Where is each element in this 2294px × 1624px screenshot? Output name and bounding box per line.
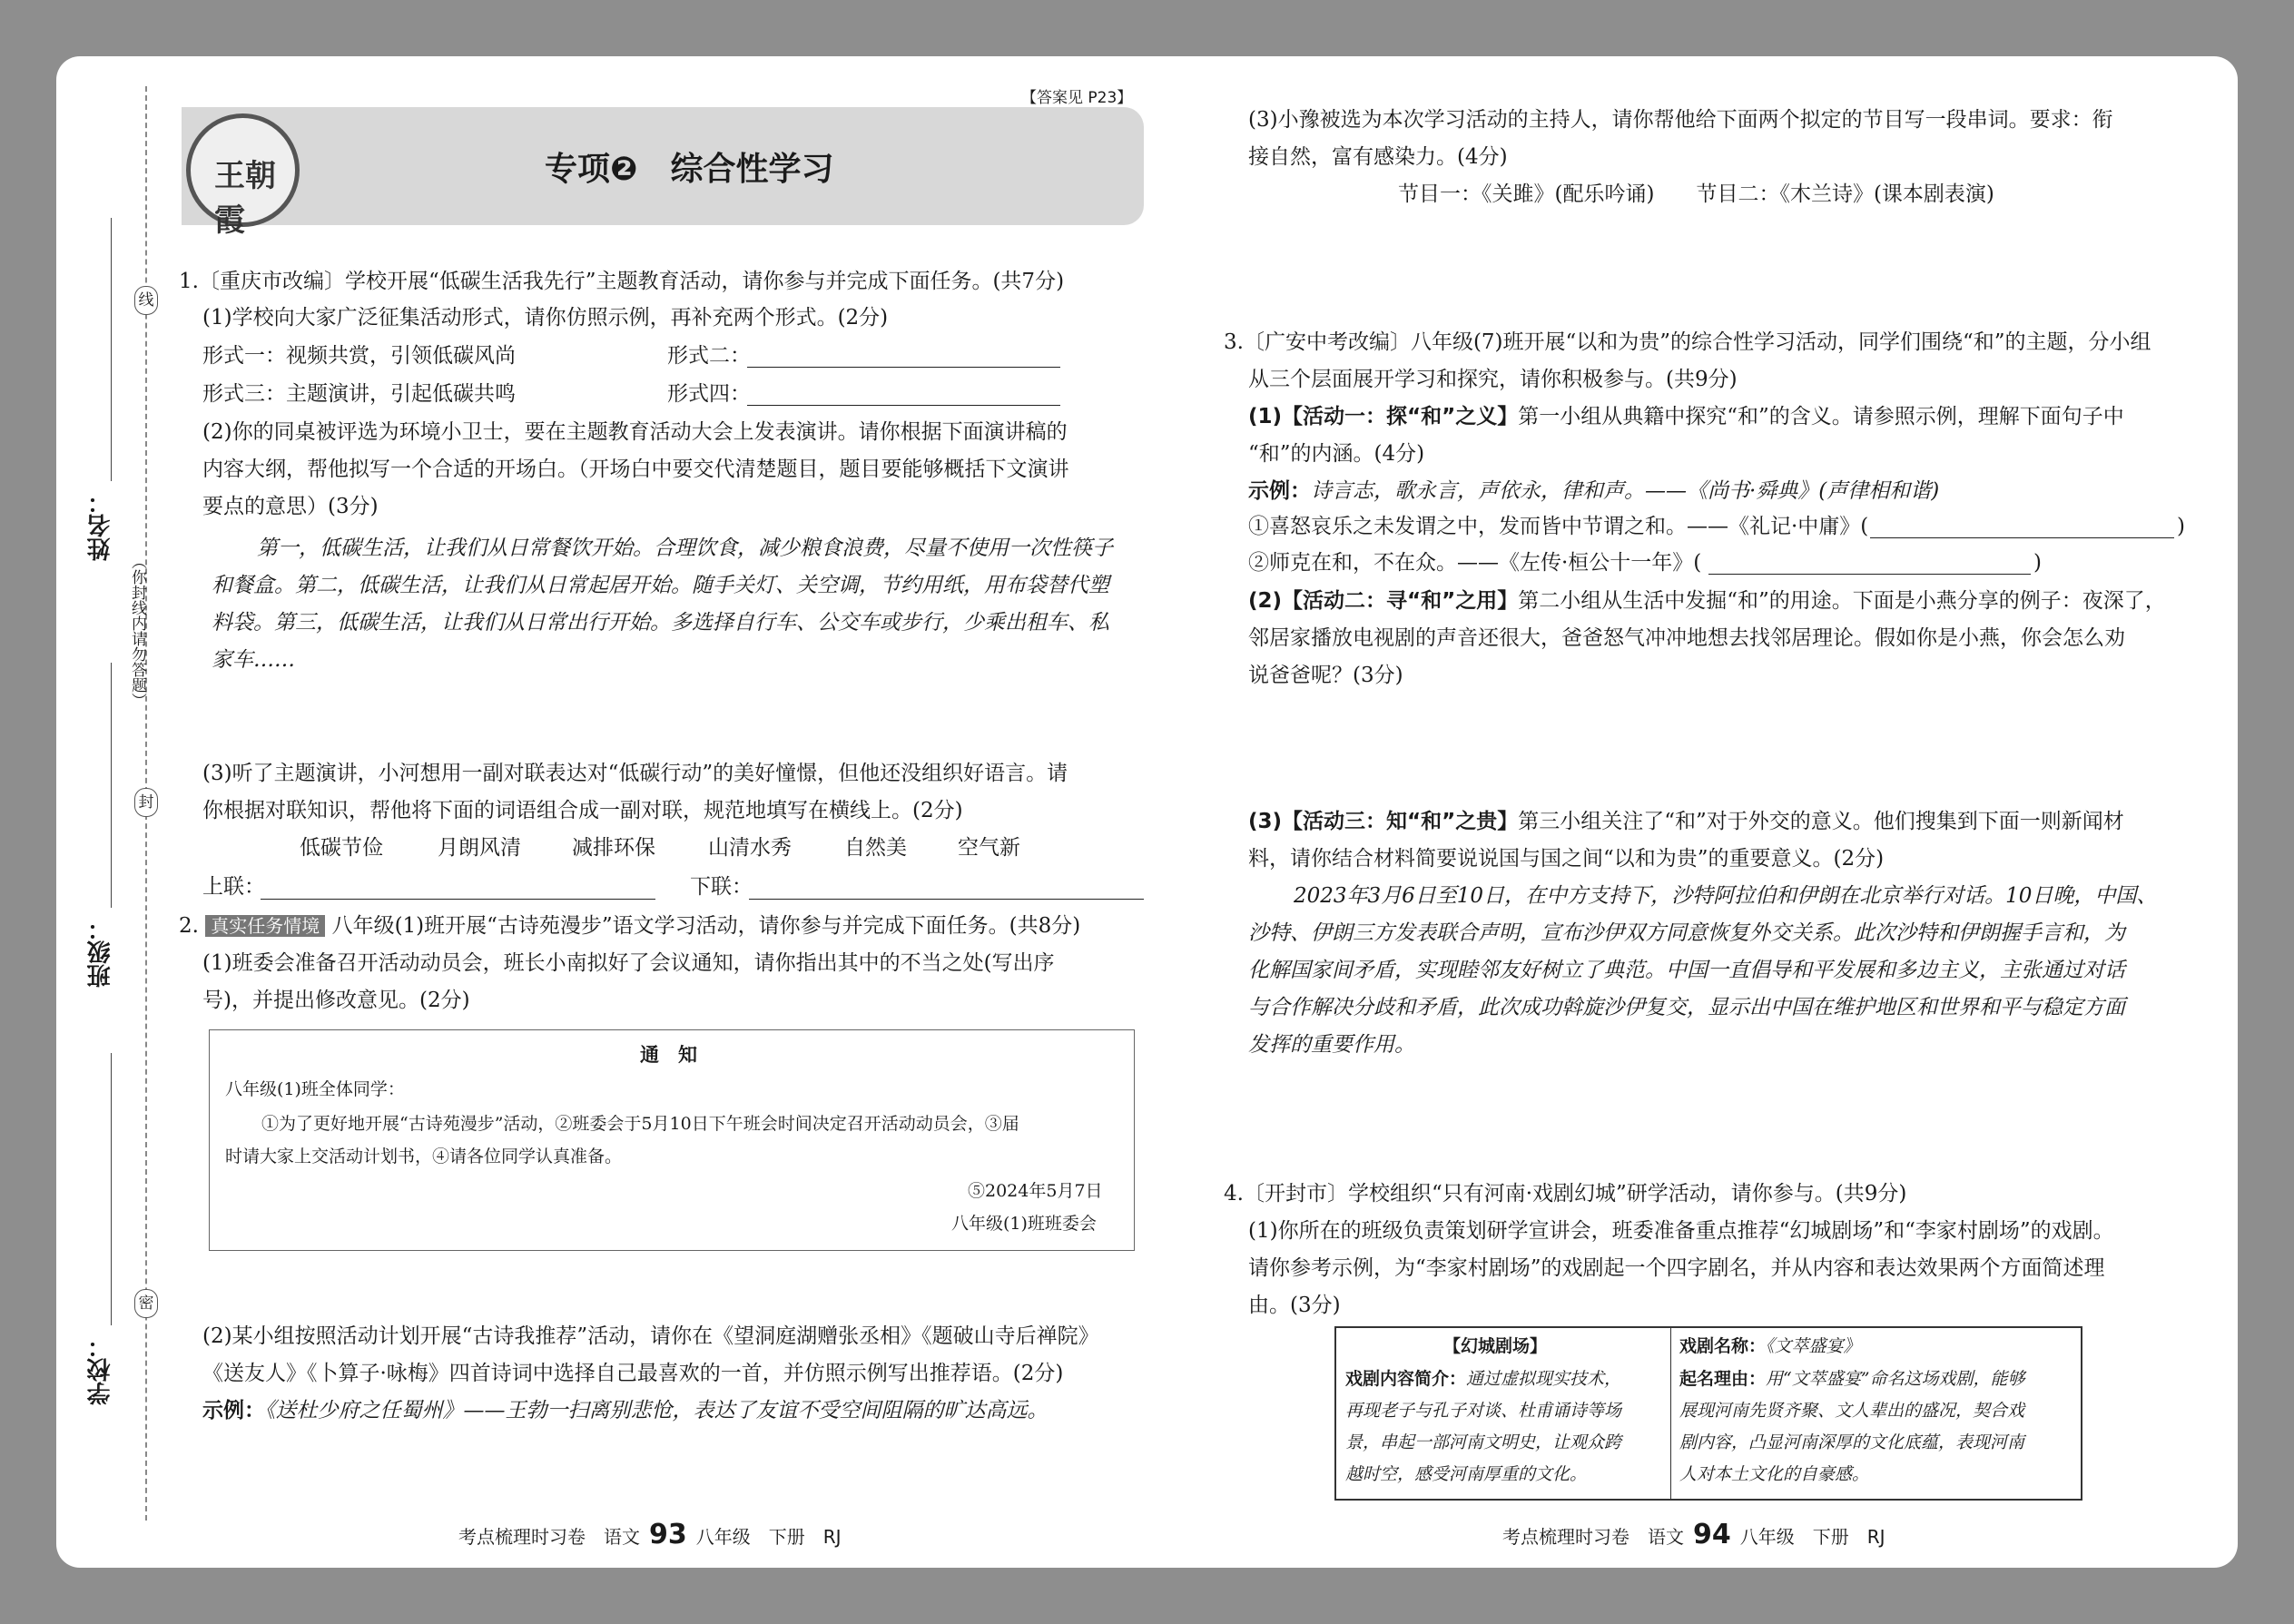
name-label: 姓名：	[87, 490, 114, 561]
q2-number: 2.	[179, 914, 199, 938]
q4-line: 请你参考示例，为“李家村剧场”的戏剧起一个四字剧名，并从内容和表达效果两个方面简述理	[1248, 1256, 2105, 1280]
logo-text: 王朝霞	[214, 158, 276, 239]
example-label: 示例：	[1248, 478, 1311, 503]
drama-name: 《文萃盛宴》	[1766, 1336, 1861, 1356]
news-line: 2023年3月6日至10日，在中方支持下，沙特阿拉伯和伊朗在北京举行对话。10日晚，中国、	[1294, 884, 2158, 908]
activity1-example	[1248, 473, 1939, 509]
activity1-text: 第一小组从典籍中探究“和”的含义。请参照示例，理解下面句子中	[1518, 405, 2124, 428]
q1-form3: 形式三：主题演讲，引起低碳共鸣	[202, 382, 516, 406]
notice-signature: 八年级(1)班班委会	[951, 1214, 1097, 1234]
task-tag: 真实任务情境	[205, 915, 325, 937]
q1-stem: 1.〔重庆市改编〕学校开展“低碳生活我先行”主题教育活动，请你参与并完成下面任务。(共7分)	[179, 270, 1065, 293]
example-label: 示例：	[202, 1398, 265, 1422]
class-label: 班级：	[87, 917, 114, 988]
shanglian-blank[interactable]	[261, 899, 655, 900]
activity3-line	[1248, 803, 2124, 840]
table-right-line: 剧内容，凸显河南深厚的文化底蕴，表现河南	[1679, 1432, 2025, 1452]
q2-part3-line: (3)小豫被选为本次学习活动的主持人，请你帮他给下面两个拟定的节目写一段串词。要求：衔	[1248, 108, 2113, 132]
program-list: 节目一：《关雎》(配乐吟诵) 节目二：《木兰诗》(课本剧表演)	[1398, 182, 1994, 206]
q2-part1-line: (1)班委会准备召开活动动员会，班长小南拟好了会议通知，请你指出其中的不当之处(写出序	[202, 951, 1055, 975]
sentence-2: ②师克在和，不在众。——《左传·桓公十一年》(	[1248, 551, 1702, 575]
q3-stem: 从三个层面展开学习和探究，请你积极参与。(共9分)	[1248, 368, 1738, 391]
content-label: 戏剧内容简介：	[1345, 1369, 1467, 1389]
q1-part2-line: 内容大纲，帮他拟写一个合适的开场白。（开场白中要交代清楚题目，题目要能够概括下文演讲	[202, 458, 1069, 481]
notice-date: ⑤2024年5月7日	[968, 1181, 1103, 1201]
drama-table	[1334, 1326, 2082, 1501]
content-text: 通过虚拟现实技术，	[1466, 1369, 1622, 1389]
q1-part1: (1)学校向大家广泛征集活动形式，请你仿照示例，再补充两个形式。(2分)	[202, 306, 889, 330]
binding-note: （你封线内请勿答题）	[128, 554, 146, 708]
sentence-1-blank[interactable]	[1870, 537, 2174, 538]
couplet-word: 减排环保	[572, 836, 655, 860]
q1-form2-blank[interactable]	[747, 367, 1060, 368]
activity2-line	[1248, 583, 2166, 619]
footer-right	[1502, 1519, 1885, 1550]
couplet-word: 低碳节俭	[300, 836, 383, 860]
table-right-line	[1679, 1364, 2024, 1393]
drama-name-label: 戏剧名称：	[1679, 1336, 1767, 1356]
xialian-label: 下联：	[690, 875, 753, 899]
couplet-word: 月朗风清	[438, 836, 521, 860]
example-text: 《送杜少府之任蜀州》——王勃一扫离别悲怆，表达了友谊不受空间阻隔的旷达高远。	[265, 1399, 1049, 1422]
table-divider	[1670, 1328, 1671, 1499]
xialian-blank[interactable]	[749, 899, 1144, 900]
q2-stem	[179, 908, 1080, 944]
publisher-logo	[186, 113, 300, 239]
activity2-text: 第二小组从生活中发掘“和”的用途。下面是小燕分享的例子：夜深了，	[1518, 589, 2166, 613]
news-line: 发挥的重要作用。	[1248, 1033, 1415, 1057]
activity2-line: 邻居家播放电视剧的声音还很大，爸爸怒气冲冲地想去找邻居理论。假如你是小燕，你会怎么劝	[1248, 626, 2125, 650]
activity2-label: (2)【活动二：寻“和”之用】	[1248, 589, 1519, 613]
activity1-line2: “和”的内涵。(4分)	[1248, 442, 1425, 466]
sentence-1-close: )	[2177, 515, 2185, 538]
q1-part3-line: 你根据对联知识，帮他将下面的词语组合成一副对联，规范地填写在横线上。(2分)	[202, 799, 963, 822]
answer-reference: 【答案见 P23】	[1021, 89, 1133, 107]
table-left-head: 【幻城剧场】	[1443, 1336, 1548, 1356]
q4-line: 由。(3分)	[1248, 1294, 1341, 1317]
q1-part2-line: (2)你的同桌被评选为环境小卫士，要在主题教育活动大会上发表演讲。请你根据下面演讲稿的	[202, 420, 1068, 444]
binding-mark-xian: 线	[134, 286, 158, 315]
page-number: 93	[649, 1519, 687, 1550]
couplet-word: 山清水秀	[708, 836, 792, 860]
table-right-line: 人对本土文化的自豪感。	[1679, 1464, 1870, 1484]
footer-grade: 八年级 下册 RJ	[1739, 1526, 1885, 1548]
notice-body: 时请大家上交活动计划书，④请各位同学认真准备。	[225, 1147, 623, 1166]
table-left-line: 越时空，感受河南厚重的文化。	[1345, 1464, 1588, 1484]
speech-line: 料袋。第三，低碳生活，让我们从日常出行开始。多选择自行车、公交车或步行，少乘出租车、私	[212, 611, 1109, 635]
speech-line: 和餐盒。第二，低碳生活，让我们从日常起居开始。随手关灯、关空调，节约用纸，用布袋替代塑	[212, 574, 1109, 597]
q2-stem-text: 八年级(1)班开展“古诗苑漫步”语文学习活动，请你参与并完成下面任务。(共8分)	[331, 914, 1081, 938]
shanglian-label: 上联：	[202, 875, 265, 899]
q2-part2-line: (2)某小组按照活动计划开展“古诗我推荐”活动，请你在《望洞庭湖赠张丞相》《题破山寺后禅院》	[202, 1324, 1099, 1348]
notice-recipient: 八年级(1)班全体同学：	[225, 1079, 405, 1099]
q4-stem: 4.〔开封市〕学校组织“只有河南·戏剧幻城”研学活动，请你参与。(共9分)	[1224, 1182, 1907, 1206]
q1-form2-label: 形式二：	[667, 344, 751, 368]
school-label: 学校：	[87, 1334, 114, 1405]
news-line: 化解国家间矛盾，实现睦邻友好树立了典范。中国一直倡导和平发展和多边主义，主张通过对话	[1248, 959, 2125, 982]
q1-form1: 形式一：视频共赏，引领低碳风尚	[202, 344, 516, 368]
activity1-line	[1248, 399, 2124, 435]
q2-example	[202, 1393, 1049, 1429]
activity3-line2: 料，请你结合材料简要说说国与国之间“以和为贵”的重要意义。(2分)	[1248, 847, 1885, 871]
footer-series: 考点梳理时习卷 语文	[458, 1526, 640, 1548]
speech-line: 第一，低碳生活，让我们从日常餐饮开始。合理饮食，减少粮食浪费，尽量不使用一次性筷子	[257, 536, 1113, 560]
footer-series: 考点梳理时习卷 语文	[1502, 1526, 1684, 1548]
page-number: 94	[1693, 1519, 1731, 1550]
activity2-line: 说爸爸呢？(3分)	[1248, 664, 1403, 687]
page-title: 专项❷ 综合性学习	[545, 151, 834, 188]
q1-form4-label: 形式四：	[667, 382, 751, 406]
q4-line: (1)你所在的班级负责策划研学宣讲会，班委准备重点推荐“幻城剧场”和“李家村剧场”的戏剧。	[1248, 1219, 2114, 1243]
table-left-line: 再现老子与孔子对谈、杜甫诵诗等场	[1345, 1401, 1622, 1421]
q1-part2-line: 要点的意思）(3分)	[202, 495, 379, 518]
q2-part2-line: 《送友人》《卜算子·咏梅》四首诗词中选择自己最喜欢的一首，并仿照示例写出推荐语。(2分)	[202, 1362, 1064, 1385]
notice-title: 通 知	[640, 1043, 697, 1066]
example-text: 诗言志，歌永言，声依永，律和声。——《尚书·舜典》(声律相和谐)	[1311, 479, 1940, 503]
q3-stem: 3.〔广安中考改编〕八年级(7)班开展“以和为贵”的综合性学习活动，同学们围绕“和”的主题，分小组	[1224, 330, 2151, 354]
table-right-line: 展现河南先贤齐聚、文人辈出的盛况，契合戏	[1679, 1401, 2025, 1421]
couplet-word: 自然美	[844, 836, 907, 860]
footer-grade: 八年级 下册 RJ	[695, 1526, 842, 1548]
binding-mark-mi: 密	[134, 1289, 158, 1318]
class-field[interactable]	[111, 663, 112, 908]
table-right-head	[1679, 1332, 1861, 1361]
sentence-2-blank[interactable]	[1708, 574, 2031, 575]
activity3-label: (3)【活动三：知“和”之贵】	[1248, 810, 1519, 833]
reason-text: 用“文萃盛宴”命名这场戏剧，能够	[1766, 1369, 2025, 1389]
notice-body: ①为了更好地开展“古诗苑漫步”活动，②班委会于5月10日下午班会时间决定召开活动动员会，③届	[261, 1114, 1019, 1134]
table-left-line	[1345, 1364, 1621, 1393]
activity1-label: (1)【活动一：探“和”之义】	[1248, 405, 1519, 428]
footer-left	[458, 1519, 842, 1550]
sentence-1: ①喜怒哀乐之未发谓之中，发而皆中节谓之和。——《礼记·中庸》(	[1248, 515, 1869, 538]
q2-part1-line: 号)，并提出修改意见。(2分)	[202, 989, 470, 1012]
binding-mark-feng: 封	[134, 788, 158, 817]
news-line: 与合作解决分歧和矛盾，此次成功斡旋沙伊复交，显示出中国在维护地区和世界和平与稳定方面	[1248, 996, 2125, 1019]
activity3-text: 第三小组关注了“和”对于外交的意义。他们搜集到下面一则新闻材	[1518, 810, 2124, 833]
name-field[interactable]	[111, 218, 112, 481]
speech-line: 家车……	[212, 648, 295, 672]
couplet-word: 空气新	[958, 836, 1020, 860]
table-left-line: 景，串起一部河南文明史，让观众跨	[1345, 1432, 1622, 1452]
news-line: 沙特、伊朗三方发表联合声明，宣布沙伊双方同意恢复外交关系。此次沙特和伊朗握手言和，为	[1248, 921, 2125, 945]
q1-part3-line: (3)听了主题演讲，小河想用一副对联表达对“低碳行动”的美好憧憬，但他还没组织好语言。请	[202, 762, 1068, 785]
school-field[interactable]	[111, 1053, 112, 1325]
sentence-2-close: )	[2033, 551, 2042, 575]
reason-label: 起名理由：	[1679, 1369, 1767, 1389]
q1-form4-blank[interactable]	[747, 405, 1060, 406]
q2-part3-line: 接自然，富有感染力。(4分)	[1248, 145, 1508, 169]
